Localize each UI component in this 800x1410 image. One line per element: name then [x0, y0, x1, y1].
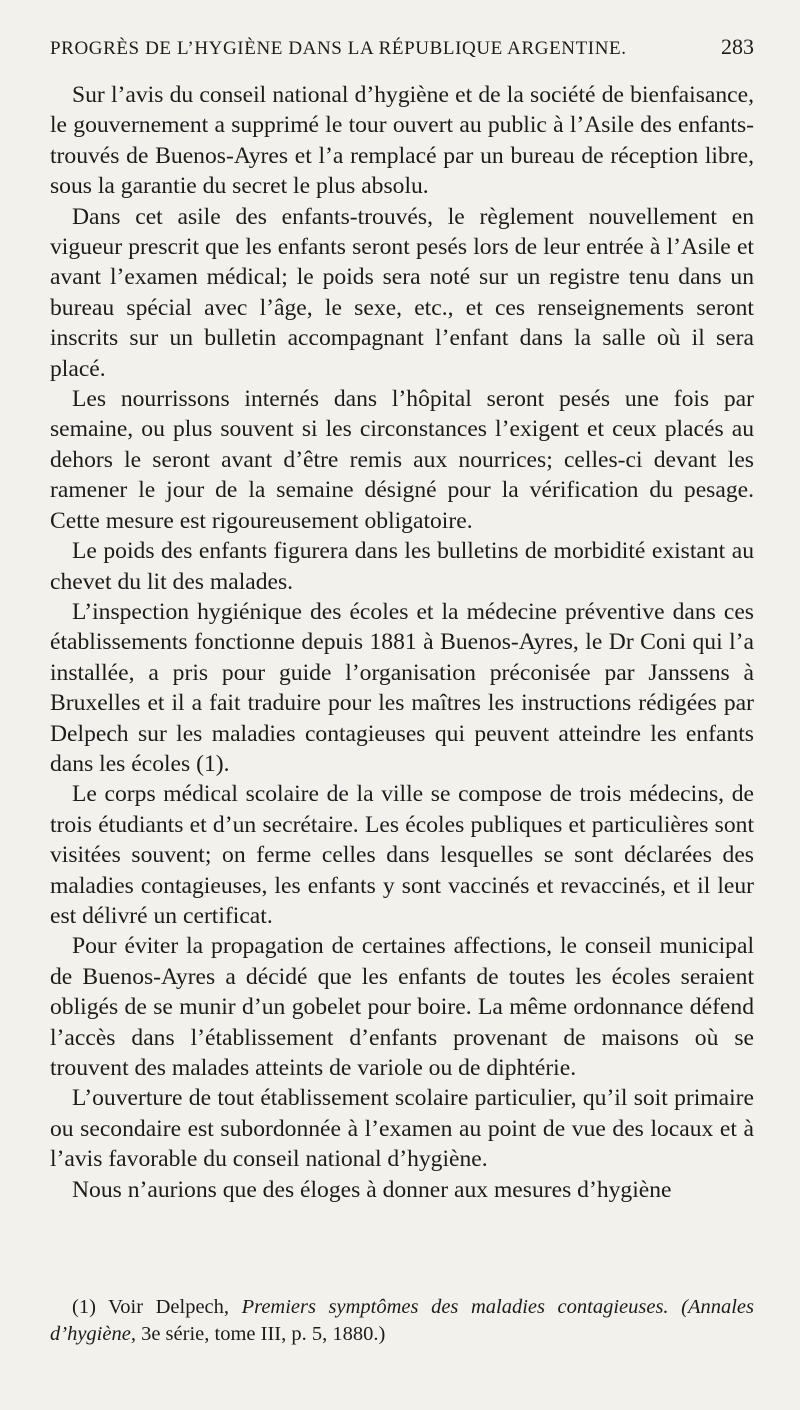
footnote	[50, 1294, 754, 1348]
paragraph-ouverture-etablissement: L’ouverture de tout établissement scolaire particulier, qu’il soit primaire ou secondaire est subordonnée à l’examen au point de vue des locaux et à l’avis favorable du conseil national d’hygiène.	[50, 1085, 754, 1173]
footnote-lead: Voir Delpech,	[108, 1296, 230, 1318]
paragraph-gobelet: Pour éviter la propagation de certaines affections, le conseil municipal de Buenos-Ayres a décidé que les enfants de toutes les écoles seraient obligés de se munir d’un gobelet pour boire. La même ordonnance défend l’accès dans l’établissement d’enfants provenant de maisons où se trouvent des malades atteints de variole ou de diphtérie.	[50, 933, 754, 1081]
running-head-title: PROGRÈS DE L’HYGIÈNE DANS LA RÉPUBLIQUE ARGENTINE.	[50, 38, 627, 59]
page-number: 283	[721, 34, 754, 59]
footnote-marker: (1)	[72, 1296, 96, 1318]
footnote-title: Premiers symptômes des maladies contagieuses.	[241, 1296, 669, 1318]
footnote-rest: 3e série, tome III, p. 5, 1880.)	[141, 1323, 386, 1345]
footnote-journal: (Annales d’hygiène,	[50, 1296, 754, 1345]
paragraph-eloges: Nous n’aurions que des éloges à donner aux mesures d’hygiène	[72, 1176, 672, 1203]
body-text	[50, 80, 754, 1205]
paragraph-corps-medical: Le corps médical scolaire de la ville se compose de trois médecins, de trois étudiants et d’un secrétaire. Les écoles publiques et particulières sont visitées souvent; on ferme celles dans lesquelles se sont déclarées des maladies contagieuses, les enfants y sont vaccinés et revaccinés, et il leur est délivré un certificat.	[50, 781, 754, 929]
paragraph-inspection-ecoles: L’inspection hygiénique des écoles et la médecine préventive dans ces établissements fonctionne depuis 1881 à Buenos-Ayres, le Dr Coni qui l’a installée, a pris pour guide l’organisation préconisée par Janssens à Bruxelles et il a fait traduire pour les maîtres les instructions rédigées par Delpech sur les maladies contagieuses qui peuvent atteindre les enfants dans les écoles (1).	[50, 598, 754, 777]
paragraph-reglement-asile: Dans cet asile des enfants-trouvés, le règlement nouvellement en vigueur prescrit que les enfants seront pesés lors de leur entrée à l’Asile et avant l’examen médical; le poids sera noté sur un registre tenu dans un bureau spécial avec l’âge, le sexe, etc., et ces renseignements seront inscrits sur un bulletin accompagnant l’enfant dans la salle où il sera placé.	[50, 203, 754, 382]
paragraph-tour-supprime: Sur l’avis du conseil national d’hygiène et de la société de bienfaisance, le gouvernement a supprimé le tour ouvert au public à l’Asile des enfants-trouvés de Buenos-Ayres et l’a remplacé par un bureau de réception libre, sous la garantie du secret le plus absolu.	[50, 82, 754, 200]
running-head	[50, 34, 754, 80]
paragraph-poids-enfants: Le poids des enfants figurera dans les bulletins de morbidité existant au chevet du lit des malades.	[50, 538, 754, 595]
paragraph-nourrissons: Les nourrissons internés dans l’hôpital seront pesés une fois par semaine, ou plus souvent si les circonstances l’exigent et ceux placés au dehors le seront avant d’être remis aux nourrices; celles-ci devant les ramener le jour de la semaine désigné pour la vérification du pesage. Cette mesure est rigoureusement obligatoire.	[50, 386, 754, 534]
